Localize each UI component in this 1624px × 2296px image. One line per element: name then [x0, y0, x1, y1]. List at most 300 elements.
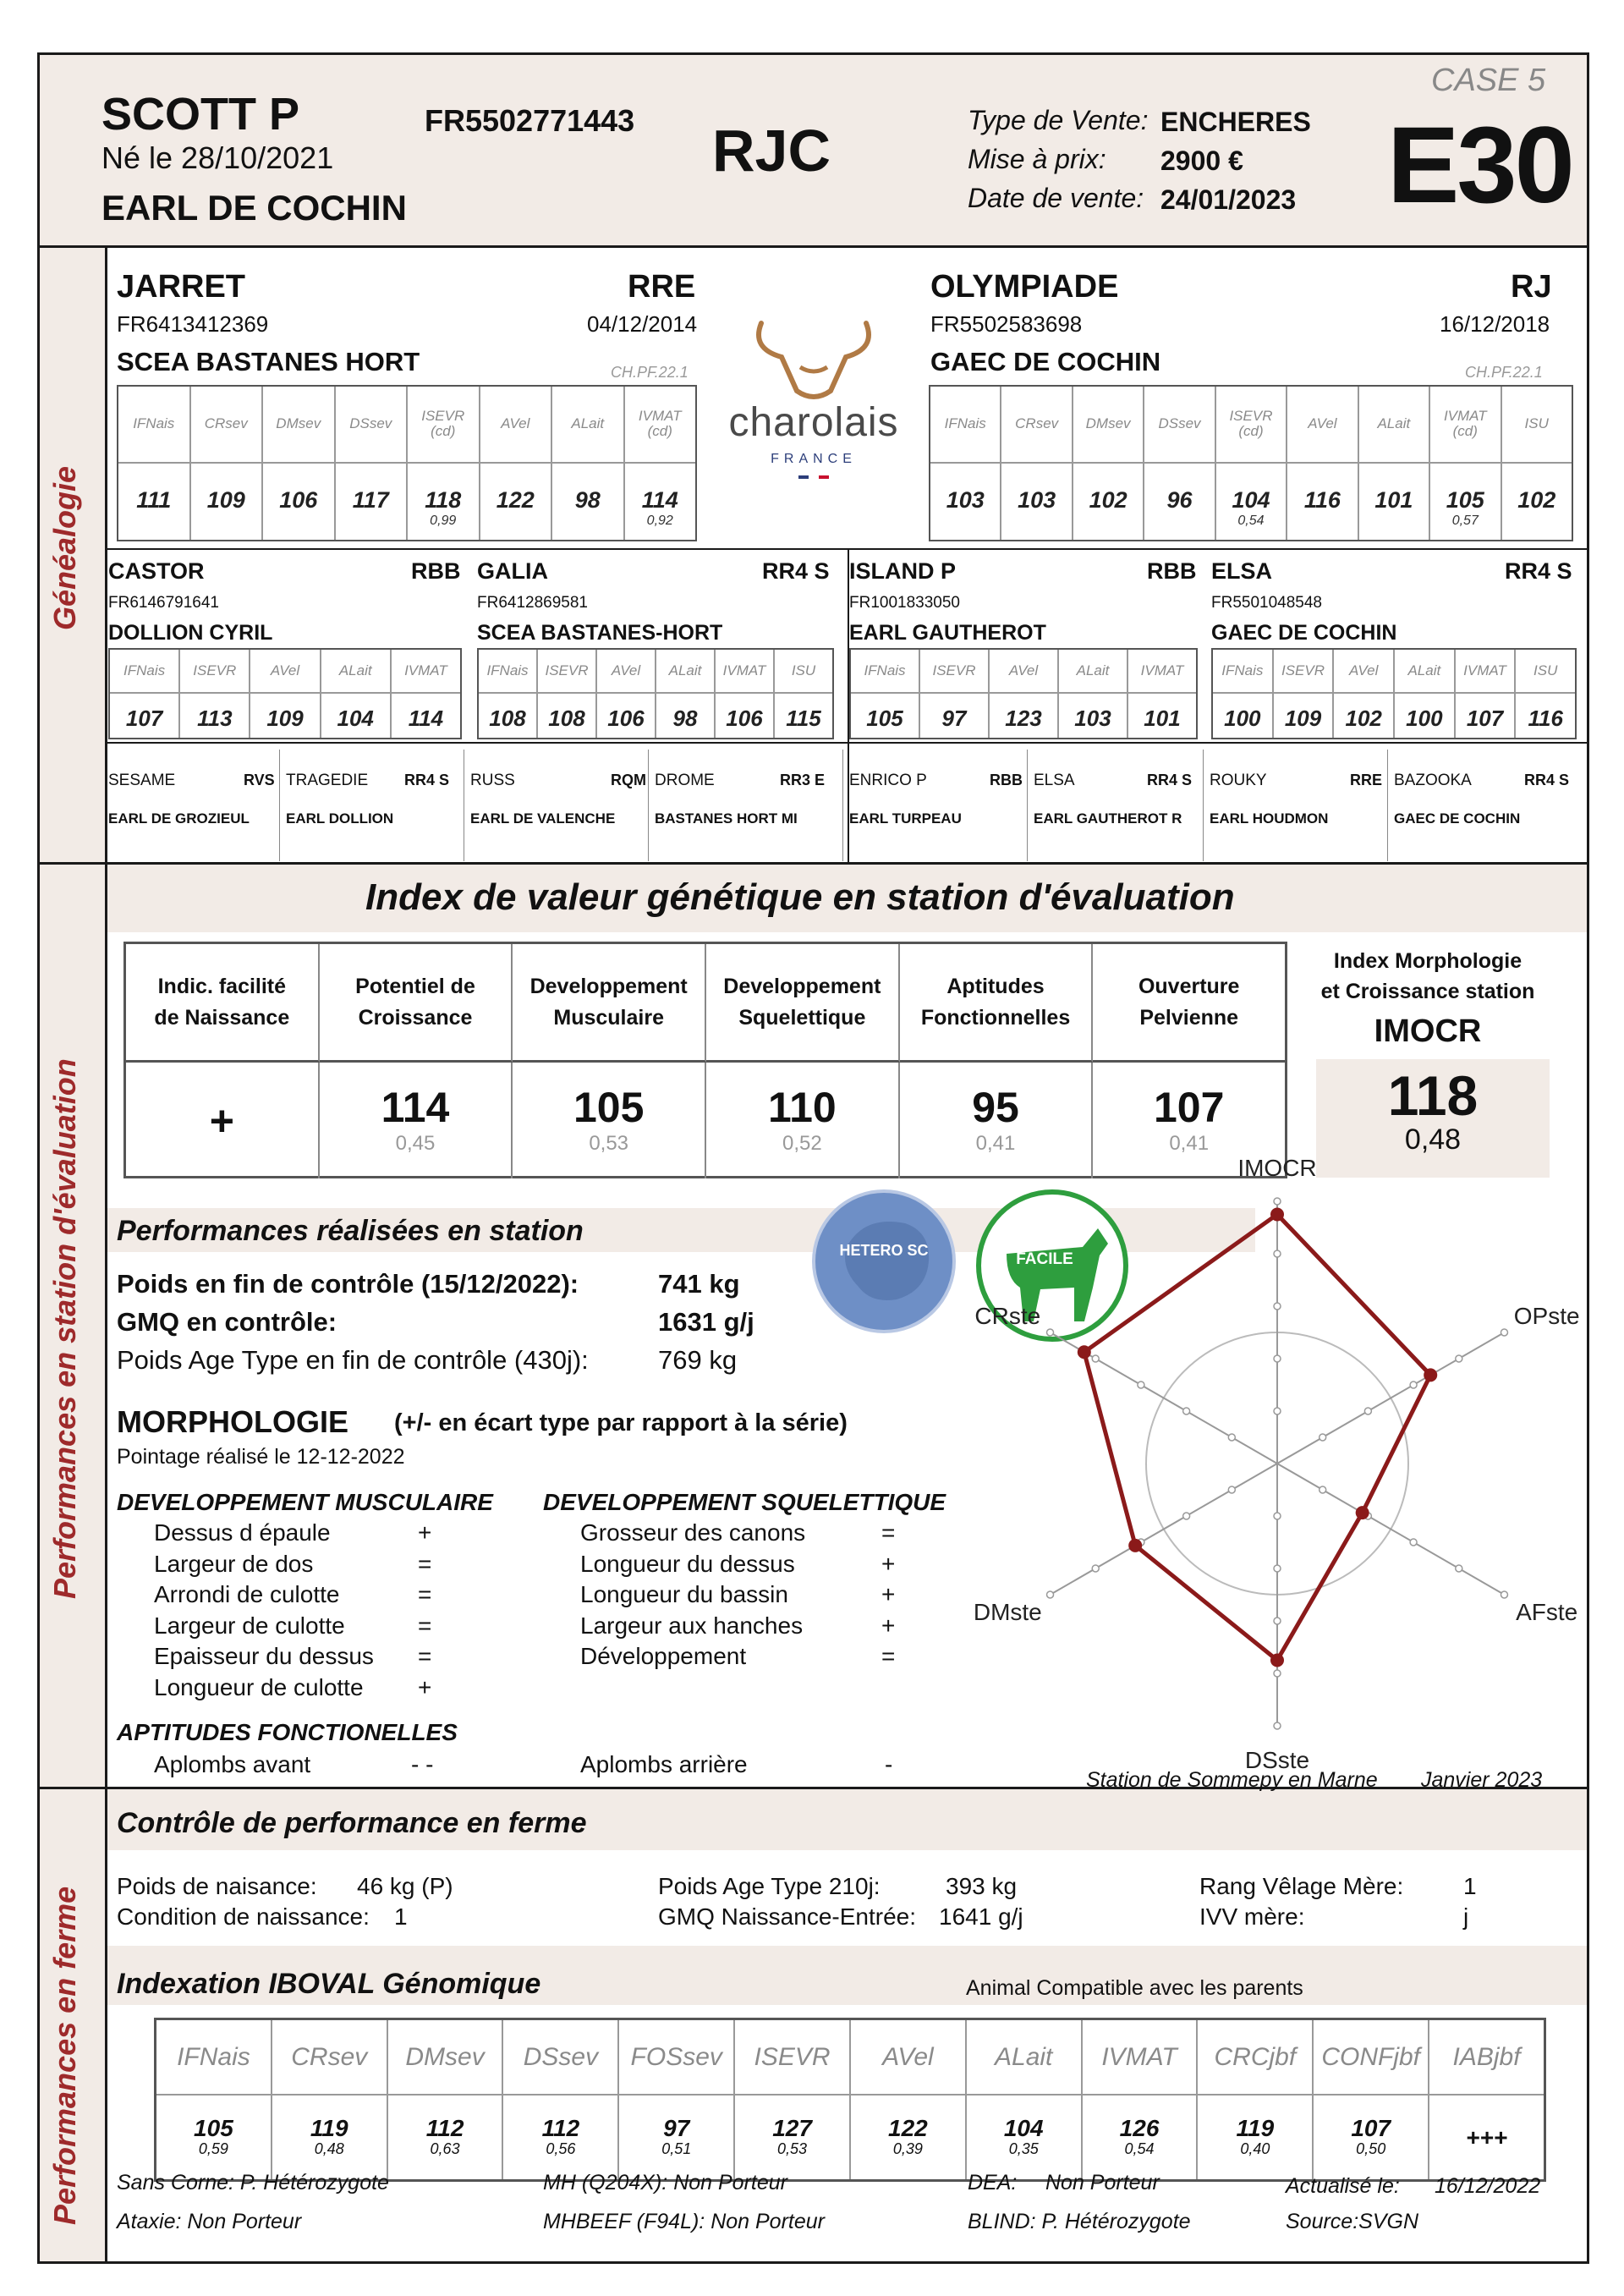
radar-tick: [1410, 1539, 1417, 1546]
index-value: [1334, 694, 1393, 738]
sire-name: JARRET: [117, 269, 246, 305]
iboval-number: 104: [1003, 2115, 1044, 2142]
index-number: 104: [337, 706, 374, 731]
index-number: 123: [1005, 706, 1042, 731]
weight-label: Poids en fin de contrôle (15/12/2022):: [117, 1269, 579, 1299]
radar-tick: [1274, 1303, 1281, 1310]
grandparent-id: FR5501048548: [1211, 594, 1322, 612]
radar-tick: [1228, 1486, 1235, 1493]
index-column: [1001, 387, 1073, 540]
grandparent-breeder: EARL GAUTHEROT: [849, 621, 1046, 645]
dam-index-table: [929, 385, 1573, 541]
index-number: 106: [726, 706, 763, 731]
index-number: 103: [1018, 486, 1056, 513]
iboval-column: [735, 2020, 851, 2179]
imocr-label: IMOCR: [1374, 1013, 1482, 1049]
radar-tick: [1364, 1408, 1371, 1414]
index-value: [920, 694, 988, 738]
great-grandparent-name: BAZOOKA: [1394, 772, 1472, 789]
iboval-number: 126: [1119, 2115, 1160, 2142]
index-value: [1502, 464, 1572, 541]
index-column: [321, 650, 392, 738]
price: 2900 €: [1160, 146, 1243, 176]
index-number: 97: [941, 706, 967, 731]
iboval-number: +++: [1465, 2123, 1508, 2150]
velage-facile-text: VELAGE FACILE: [1011, 1232, 1078, 1268]
station-head-line: Fonctionnelles: [920, 1005, 1071, 1030]
index-head: AVel: [597, 650, 655, 694]
divider: [1203, 750, 1204, 861]
index-value: [110, 694, 178, 738]
station-place: Station de Sommepy en Marne: [1086, 1768, 1378, 1792]
animal-code: RJC: [712, 118, 831, 184]
index-column: [1128, 650, 1196, 738]
iboval-column: [1083, 2020, 1199, 2179]
index-value: [597, 694, 655, 738]
radar-tick: [1274, 1722, 1281, 1729]
index-number: 106: [279, 486, 318, 513]
iboval-cd: 0,35: [1008, 2140, 1039, 2158]
grandparent-name: ELSA: [1211, 558, 1273, 584]
iboval-head: IFNais: [156, 2020, 271, 2096]
dam-breeder: GAEC DE COCHIN: [930, 347, 1161, 376]
morph-item-label: Grosseur des canons: [580, 1519, 806, 1546]
farm-section-title: Performances en ferme: [47, 1886, 82, 2225]
af1-label: Aplombs avant: [154, 1751, 311, 1777]
great-grandparent-name: ENRICO P: [849, 772, 927, 789]
index-column: [1516, 650, 1575, 738]
index-column: [656, 650, 716, 738]
index-head: ISEVR: [180, 650, 249, 694]
radar-axis-label: AFste: [1516, 1599, 1578, 1625]
station-head: [513, 944, 706, 1063]
index-number: 103: [946, 486, 985, 513]
grandparent-id: FR1001833050: [849, 594, 960, 612]
index-column: [1287, 387, 1358, 540]
iboval-value: [156, 2096, 271, 2179]
radar-axis-label: IMOCR: [1237, 1155, 1317, 1181]
rank-label: Rang Vêlage Mère:: [1199, 1873, 1404, 1899]
index-head: ISEVR: [920, 650, 988, 694]
grandparent-name: GALIA: [477, 558, 548, 584]
station-value-number: 95: [972, 1083, 1019, 1131]
iboval-cd: 0,39: [892, 2140, 923, 2158]
station-head-line: Pelvienne: [1139, 1005, 1239, 1030]
imocr-head-line2: et Croissance station: [1320, 980, 1535, 1004]
station-head: [706, 944, 900, 1063]
radar-tick: [1274, 1408, 1281, 1414]
blind: BLIND: P. Hétérozygote: [968, 2210, 1191, 2233]
index-value: [1430, 464, 1500, 541]
grandparent-breeder: SCEA BASTANES-HORT: [477, 621, 723, 645]
index-head: ALait: [656, 650, 714, 694]
index-head: IVMAT: [392, 650, 460, 694]
index-head: ISEVR (cd): [1216, 387, 1286, 464]
iboval-number: 107: [1351, 2115, 1391, 2142]
station-head-line: Potentiel de: [355, 975, 475, 999]
index-column: [180, 650, 250, 738]
index-value: [336, 464, 407, 541]
morph-item-label: Largeur aux hanches: [580, 1612, 804, 1639]
ivv-label: IVV mère:: [1199, 1903, 1305, 1930]
radar-axis-label: DSste: [1244, 1747, 1310, 1773]
index-value: [479, 694, 536, 738]
charolais-logo: [709, 315, 919, 501]
index-number: 101: [1374, 486, 1413, 513]
iboval-number: 105: [194, 2115, 233, 2142]
index-number: 107: [1466, 706, 1504, 731]
morph-item-value: +: [881, 1581, 896, 1607]
iboval-cd: 0,51: [661, 2140, 692, 2158]
radar-point: [1356, 1506, 1369, 1519]
morph-item-label: Largeur de dos: [154, 1550, 314, 1577]
index-head: AVel: [1287, 387, 1357, 464]
radar-tick: [1228, 1434, 1235, 1441]
age-weight-label: Poids Age Type en fin de contrôle (430j):: [117, 1345, 589, 1375]
morph-item-value: =: [881, 1643, 896, 1669]
station-value: [706, 1063, 900, 1178]
radar-tick: [1456, 1565, 1462, 1572]
index-column: [1274, 650, 1335, 738]
morph-title: MORPHOLOGIE: [117, 1404, 349, 1439]
ataxie: Ataxie: Non Porteur: [117, 2210, 302, 2233]
index-number: 100: [1224, 706, 1261, 731]
index-number: 114: [641, 486, 678, 513]
index-number: 113: [197, 706, 233, 731]
station-head: [320, 944, 513, 1063]
morph-item-value: +: [881, 1550, 896, 1577]
index-number: 116: [1528, 706, 1563, 731]
index-column: [1456, 650, 1517, 738]
grandparent-code: RBB: [1147, 558, 1197, 584]
grandparent-name: ISLAND P: [849, 558, 957, 584]
cow-silhouette-icon: [812, 1189, 956, 1333]
index-number: 109: [206, 486, 245, 513]
iboval-head: CONFjbf: [1314, 2020, 1428, 2096]
index-column: [1213, 650, 1274, 738]
station-section-title: Performances en station d'évaluation: [47, 1058, 82, 1599]
morph-item-label: Epaisseur du dessus: [154, 1643, 374, 1669]
index-head: DSsev: [1144, 387, 1214, 464]
radar-tick: [1183, 1513, 1190, 1519]
index-value: [1059, 694, 1127, 738]
iboval-head: IVMAT: [1083, 2020, 1197, 2096]
index-column: [851, 650, 920, 738]
radar-tick: [1092, 1565, 1099, 1572]
index-head: ISEVR: [1274, 650, 1333, 694]
birth-weight: 46 kg (P): [357, 1873, 453, 1899]
radar-point: [1424, 1368, 1437, 1381]
iboval-cd: 0,54: [1124, 2140, 1155, 2158]
station-value-number: 114: [381, 1083, 450, 1131]
iboval-number: 127: [772, 2115, 812, 2142]
iboval-cd: 0,40: [1240, 2140, 1270, 2158]
imocr-box: [1316, 1059, 1550, 1178]
radar-tick: [1047, 1591, 1054, 1598]
index-column: [920, 650, 990, 738]
gmq-label: GMQ en contrôle:: [117, 1307, 337, 1337]
dm-title: DEVELOPPEMENT MUSCULAIRE: [117, 1489, 493, 1515]
dam-name: OLYMPIADE: [930, 269, 1119, 305]
index-number: 109: [1284, 706, 1322, 731]
sale-type: ENCHERES: [1160, 107, 1311, 137]
iboval-head: IABjbf: [1429, 2020, 1544, 2096]
station-head-line: de Naissance: [154, 1005, 290, 1030]
index-column: [263, 387, 336, 540]
radar-point: [1078, 1345, 1091, 1359]
index-head: ISEVR: [538, 650, 595, 694]
morph-item-value: =: [418, 1643, 432, 1669]
radar-tick: [1274, 1618, 1281, 1624]
index-head: ISU: [1502, 387, 1572, 464]
index-value: [180, 694, 249, 738]
index-head: ISEVR (cd): [408, 387, 479, 464]
index-head: DMsev: [263, 387, 334, 464]
age210: 393 kg: [946, 1873, 1018, 1899]
station-title: Index de valeur génétique en station d'évaluation: [365, 876, 1235, 918]
station-index-table: [123, 942, 1287, 1178]
great-grandparent-code: RR3 E: [780, 772, 826, 788]
index-column: [191, 387, 264, 540]
station-head-line: Developpement: [529, 975, 688, 999]
iboval-column: [1314, 2020, 1429, 2179]
index-value: [1213, 694, 1272, 738]
ivv: j: [1463, 1903, 1469, 1930]
iboval-column: [388, 2020, 504, 2179]
iboval-value: [851, 2096, 965, 2179]
index-column: [336, 387, 409, 540]
morph-item-value: =: [881, 1519, 896, 1546]
index-column: [1073, 387, 1144, 540]
station-value-cd: 0,45: [395, 1131, 436, 1155]
radar-axis-label: OPste: [1513, 1303, 1580, 1329]
index-value: [930, 464, 1000, 541]
iboval-number: 112: [425, 2115, 464, 2142]
index-value: [1216, 464, 1286, 541]
index-head: IFNais: [110, 650, 178, 694]
great-grandparent-breeder: EARL HOUDMON: [1210, 810, 1329, 827]
grandparent-code: RR4 S: [1505, 558, 1572, 584]
iboval-column: [272, 2020, 388, 2179]
imocr-cd: 0,48: [1404, 1123, 1462, 1156]
radar-tick: [1320, 1486, 1326, 1493]
af1-value: - -: [411, 1751, 434, 1777]
great-grandparent-name: RUSS: [470, 772, 515, 789]
hetero-sc-badge: [812, 1189, 956, 1333]
index-number: 105: [1446, 486, 1484, 513]
morph-item-value: =: [418, 1612, 432, 1639]
index-column: [1359, 387, 1430, 540]
index-number: 96: [1166, 486, 1193, 513]
morph-item-value: +: [418, 1673, 432, 1700]
birth-cond-label: Condition de naissance:: [117, 1903, 370, 1930]
af2-value: -: [885, 1751, 893, 1777]
index-head: IFNais: [930, 387, 1000, 464]
index-column: [1144, 387, 1215, 540]
grandparent-code: RR4 S: [762, 558, 830, 584]
great-grandparent-code: RR4 S: [1147, 772, 1193, 788]
divider: [279, 750, 280, 861]
index-cd: 0,57: [1451, 513, 1479, 528]
imocr-header: [1301, 946, 1555, 1008]
grandparent-breeder: DOLLION CYRIL: [108, 621, 273, 645]
grandparent-index-table: [108, 648, 462, 739]
radar-tick: [1274, 1198, 1281, 1205]
gmq-birth: 1641 g/j: [939, 1903, 1023, 1930]
index-number: 109: [266, 706, 304, 731]
iboval-cd: 0,53: [777, 2140, 808, 2158]
iboval-value: [503, 2096, 617, 2179]
radar-point: [1270, 1208, 1284, 1222]
station-value-number: +: [209, 1096, 234, 1145]
station-value: [513, 1063, 706, 1178]
index-head: ALait: [1359, 387, 1429, 464]
radar-axis-label: DMste: [973, 1599, 1042, 1625]
iboval-value: [1083, 2096, 1197, 2179]
great-grandparent-name: SESAME: [108, 772, 176, 789]
index-value: [480, 464, 551, 541]
morph-item-label: Longueur du bassin: [580, 1581, 788, 1607]
iboval-value: [1429, 2096, 1544, 2179]
iboval-number: 97: [663, 2115, 690, 2142]
index-value: [1144, 464, 1214, 541]
af-title: APTITUDES FONCTIONELLES: [117, 1719, 458, 1745]
index-column: [392, 650, 460, 738]
index-number: 115: [786, 706, 821, 731]
morph-item-label: Dessus d épaule: [154, 1519, 331, 1546]
radar-axis: [1051, 1464, 1277, 1595]
animal-name: SCOTT P: [102, 89, 300, 140]
index-column: [930, 387, 1001, 540]
index-value: [552, 464, 623, 541]
great-grandparent-breeder: EARL TURPEAU: [849, 810, 962, 827]
station-value: [900, 1063, 1094, 1178]
age-weight-value: 769 kg: [658, 1345, 738, 1375]
dam-id: FR5502583698: [930, 311, 1083, 337]
index-column: [1430, 387, 1501, 540]
index-number: 102: [1345, 706, 1382, 731]
iboval-column: [156, 2020, 272, 2179]
gmq-birth-label: GMQ Naissance-Entrée:: [658, 1903, 916, 1930]
dea-label: DEA:: [968, 2171, 1018, 2194]
index-column: [597, 650, 656, 738]
great-grandparent-name: ROUKY: [1210, 772, 1267, 789]
grandparent-index-table: [1211, 648, 1577, 739]
sire-code: RRE: [628, 269, 696, 305]
index-number: 106: [607, 706, 645, 731]
source: Source:SVGN: [1286, 2210, 1419, 2233]
station-value: [126, 1063, 320, 1178]
iboval-cd: 0,56: [546, 2140, 576, 2158]
imocr-value: 118: [1387, 1064, 1479, 1127]
sire-tag: CH.PF.22.1: [611, 364, 689, 381]
index-value: [263, 464, 334, 541]
index-column: [480, 387, 553, 540]
iboval-head: FOSsev: [619, 2020, 733, 2096]
dam-tag: CH.PF.22.1: [1465, 364, 1543, 381]
iboval-head: CRsev: [272, 2020, 387, 2096]
iboval-number: 122: [888, 2115, 928, 2142]
great-grandparent-code: RQM: [611, 772, 646, 788]
dea: Non Porteur: [1045, 2171, 1160, 2194]
sale-date-label: Date de vente:: [968, 183, 1144, 213]
index-number: 98: [672, 706, 698, 731]
index-head: IVMAT (cd): [625, 387, 696, 464]
iboval-cd: 0,48: [314, 2140, 344, 2158]
hetero-sc-text: HETERO SC: [839, 1242, 929, 1259]
index-column: [538, 650, 597, 738]
divider: [648, 750, 649, 861]
index-number: 104: [1232, 486, 1270, 513]
radar-tick: [1092, 1355, 1099, 1362]
great-grandparent-breeder: BASTANES HORT MI: [655, 810, 798, 827]
iboval-column: [851, 2020, 967, 2179]
radar-tick: [1274, 1565, 1281, 1572]
index-value: [191, 464, 262, 541]
index-value: [118, 464, 189, 541]
grandparent-code: RBB: [411, 558, 461, 584]
imocr-head-line1: Index Morphologie: [1333, 949, 1522, 973]
radar-axis: [1277, 1464, 1504, 1595]
index-value: [851, 694, 919, 738]
station-value-number: 110: [768, 1083, 837, 1131]
index-head: AVel: [480, 387, 551, 464]
morph-item-label: Longueur de culotte: [154, 1673, 364, 1700]
index-column: [118, 387, 191, 540]
great-grandparent-breeder: EARL DOLLION: [286, 810, 394, 827]
sire-breeder: SCEA BASTANES HORT: [117, 347, 420, 376]
station-head: [900, 944, 1094, 1063]
index-column: [716, 650, 775, 738]
price-label: Mise à prix:: [968, 144, 1106, 174]
station-head-line: Croissance: [358, 1005, 473, 1030]
index-head: DMsev: [1073, 387, 1143, 464]
index-cd: 0,54: [1237, 513, 1265, 528]
great-grandparent-breeder: EARL DE VALENCHE: [470, 810, 616, 827]
great-grandparent-code: RR4 S: [404, 772, 450, 788]
iboval-column: [967, 2020, 1083, 2179]
index-number: 114: [408, 706, 444, 731]
index-value: [392, 694, 460, 738]
index-head: IVMAT (cd): [1430, 387, 1500, 464]
bull-head-icon: [709, 315, 919, 408]
grandparent-index-table: [849, 648, 1198, 739]
french-flag-icon: [798, 475, 829, 479]
morph-date: Pointage réalisé le 12-12-2022: [117, 1445, 405, 1469]
iboval-head: AVel: [851, 2020, 965, 2096]
index-column: [250, 650, 321, 738]
radar-tick: [1274, 1355, 1281, 1362]
index-value: [538, 694, 595, 738]
radar-point: [1270, 1654, 1284, 1667]
genealogy-title: Généalogie: [47, 465, 82, 630]
iboval-number: 119: [1236, 2115, 1275, 2142]
index-value: [1287, 464, 1357, 541]
index-column: [1502, 387, 1572, 540]
index-number: 102: [1517, 486, 1556, 513]
morph-item-value: =: [418, 1581, 432, 1607]
great-grandparent-code: RR4 S: [1524, 772, 1570, 788]
index-value: [775, 694, 832, 738]
index-head: IVMAT: [1128, 650, 1196, 694]
sire-id: FR6413412369: [117, 311, 269, 337]
gmq-value: 1631 g/j: [658, 1307, 754, 1337]
animal-id: FR5502771443: [425, 103, 635, 138]
great-grandparent-name: DROME: [655, 772, 715, 789]
morph-item-label: Longueur du dessus: [580, 1550, 795, 1577]
index-column: [1334, 650, 1395, 738]
iboval-number: 112: [541, 2115, 580, 2142]
